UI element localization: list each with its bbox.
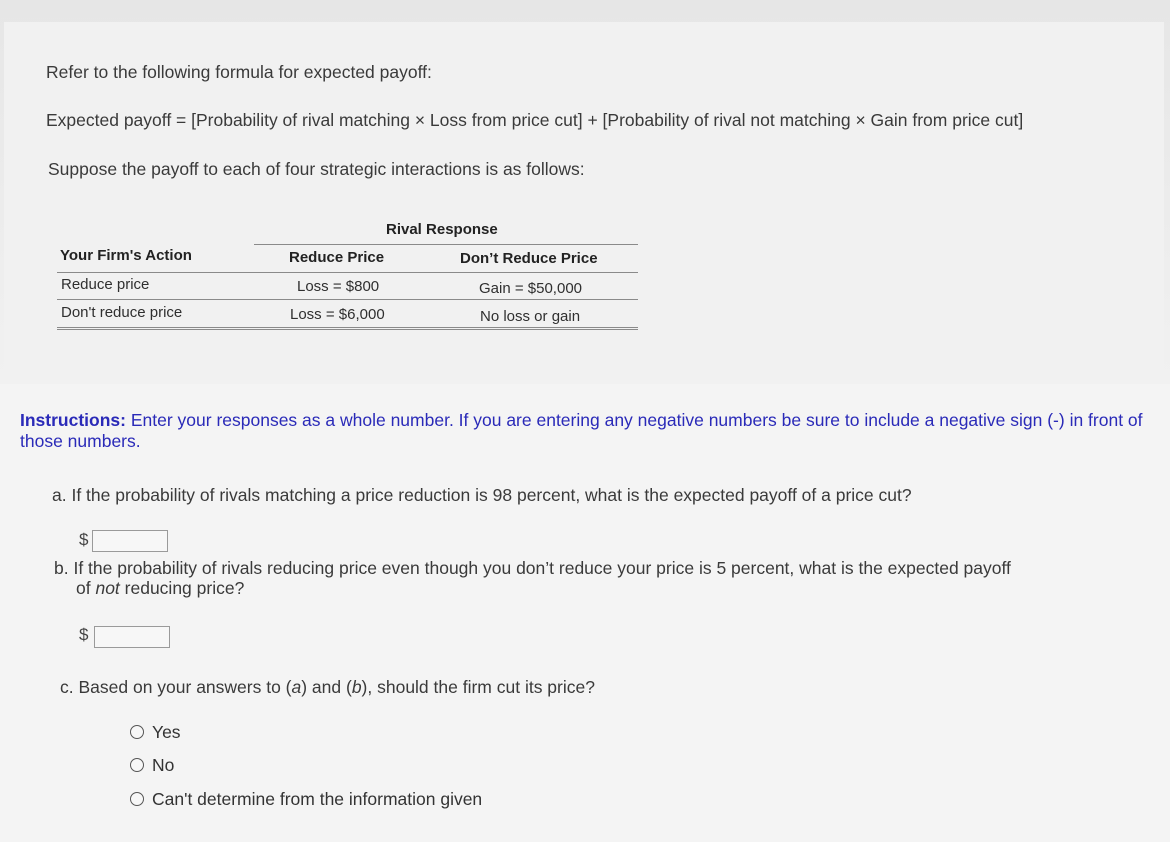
table-rule bbox=[254, 244, 638, 245]
question-c-fragment: ), should the firm cut its price? bbox=[361, 677, 595, 697]
radio-button-icon[interactable] bbox=[130, 725, 144, 739]
question-a-text: a. If the probability of rivals matching a price reduction is 98 percent, what is the expected payoff of a price cut? bbox=[52, 485, 912, 505]
question-c-text bbox=[60, 677, 595, 698]
answer-a-input[interactable] bbox=[92, 530, 168, 552]
instructions-label: Instructions: bbox=[20, 410, 126, 430]
question-c-emphasis: b bbox=[351, 677, 362, 697]
answer-b-input[interactable] bbox=[94, 626, 170, 648]
question-b-fragment: of bbox=[76, 578, 96, 598]
question-b-emphasis: not bbox=[95, 578, 120, 598]
row-header: Your Firm's Action bbox=[60, 247, 192, 264]
intro-line: Refer to the following formula for expected payoff: bbox=[46, 62, 432, 82]
currency-symbol: $ bbox=[79, 625, 89, 644]
scenario-line: Suppose the payoff to each of four strategic interactions is as follows: bbox=[48, 159, 585, 179]
question-b-text: b. If the probability of rivals reducing price even though you don’t reduce your price is 5 percent, what is the expected payoff bbox=[54, 558, 1011, 578]
formula-line: Expected payoff = [Probability of rival matching × Loss from price cut] + [Probability of rival not matching × Gain from price cut] bbox=[46, 110, 1024, 130]
table-rule bbox=[57, 327, 638, 330]
answer-panel bbox=[0, 384, 1170, 842]
table-rule bbox=[57, 272, 638, 273]
question-c-fragment: c. Based on your answers to ( bbox=[60, 677, 292, 697]
radio-option-no[interactable] bbox=[130, 755, 174, 775]
radio-button-icon[interactable] bbox=[130, 758, 144, 772]
radio-label: No bbox=[152, 754, 175, 775]
table-cell-action: Reduce price bbox=[61, 276, 150, 293]
currency-symbol: $ bbox=[79, 530, 89, 549]
table-cell: No loss or gain bbox=[480, 308, 581, 325]
column-header: Reduce Price bbox=[289, 249, 385, 266]
question-b-fragment: reducing price? bbox=[119, 578, 245, 598]
question-b-text-cont bbox=[76, 578, 244, 599]
instructions-text: Enter your responses as a whole number. If you are entering any negative numbers be sure to include a negative sign (-) in front of those numbers. bbox=[20, 410, 1143, 451]
radio-option-cant-determine[interactable] bbox=[130, 789, 482, 809]
group-header: Rival Response bbox=[386, 221, 498, 238]
table-cell: Loss = $6,000 bbox=[290, 306, 385, 323]
table-cell: Gain = $50,000 bbox=[479, 280, 583, 297]
radio-option-yes[interactable] bbox=[130, 722, 181, 742]
table-rule bbox=[57, 299, 638, 300]
table-cell: Loss = $800 bbox=[297, 278, 380, 295]
table-cell-action: Don't reduce price bbox=[61, 304, 183, 321]
radio-button-icon[interactable] bbox=[130, 792, 144, 806]
radio-label: Yes bbox=[152, 721, 181, 742]
question-c-emphasis: a bbox=[291, 677, 302, 697]
column-header: Don’t Reduce Price bbox=[460, 250, 598, 267]
instructions bbox=[20, 410, 1165, 452]
radio-label: Can't determine from the information given bbox=[152, 788, 483, 809]
question-c-fragment: ) and ( bbox=[301, 677, 352, 697]
